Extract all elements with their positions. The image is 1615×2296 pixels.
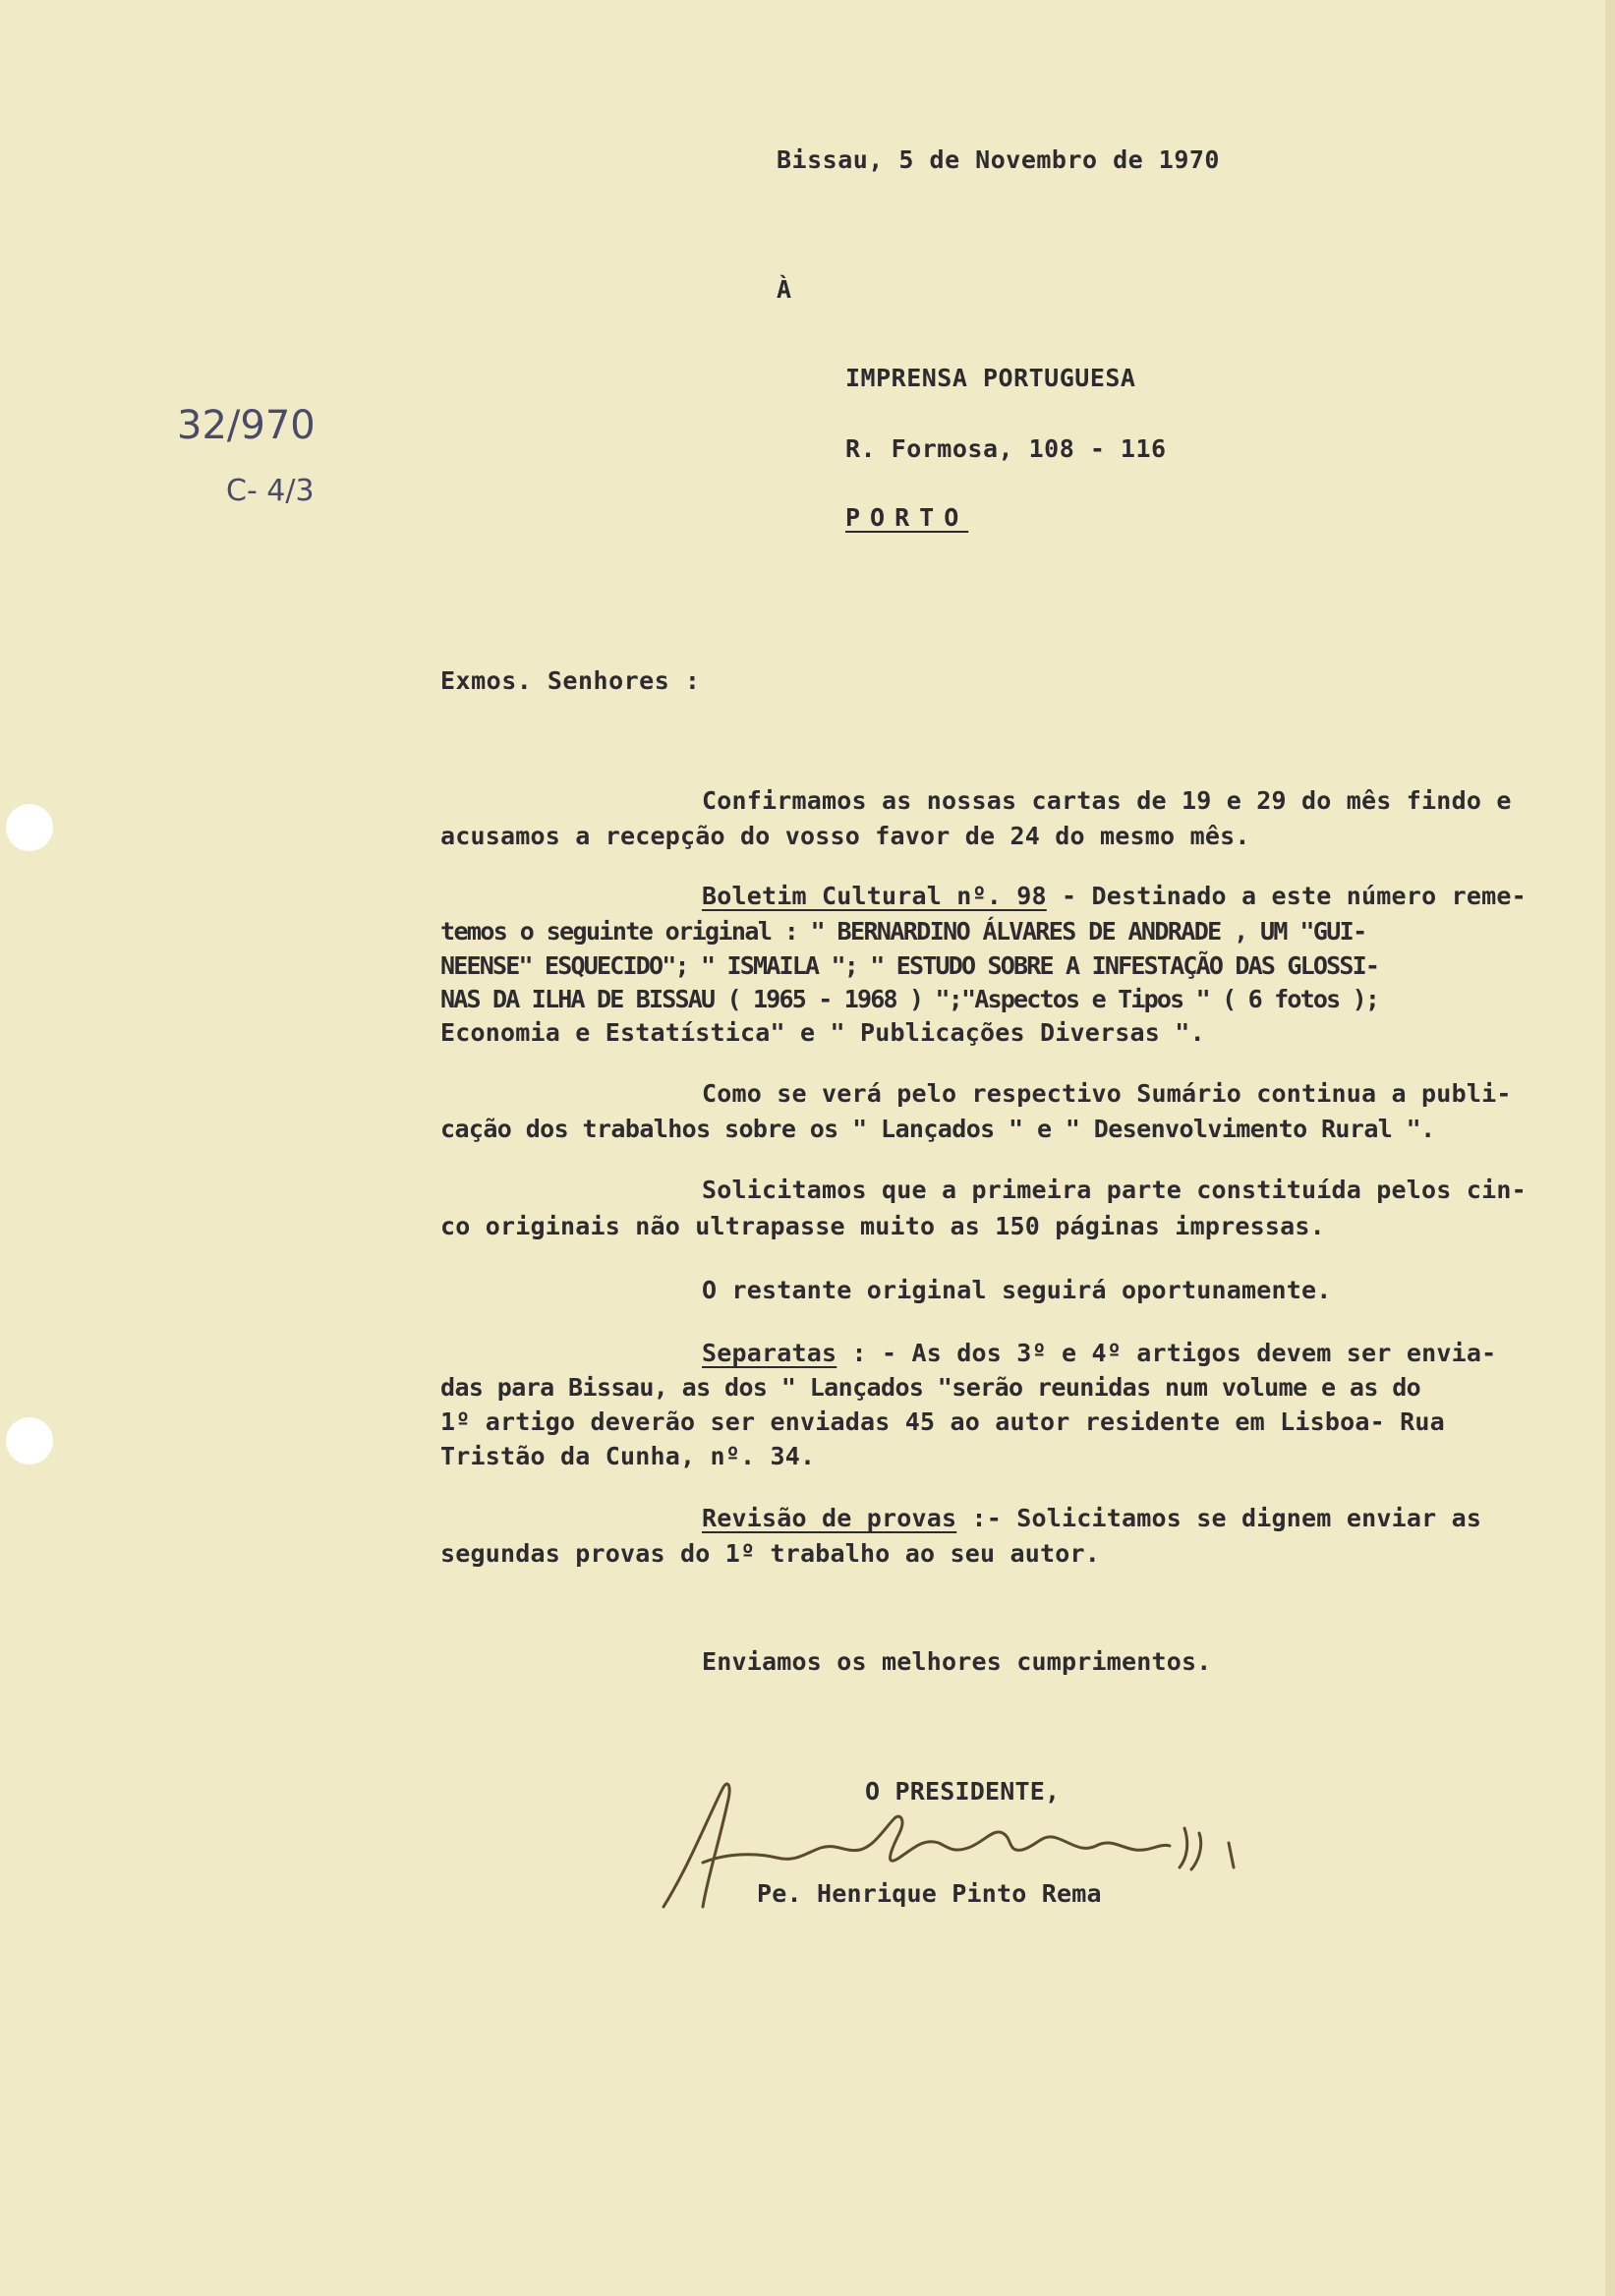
p2-line1 <box>702 882 1527 910</box>
p1-line2: acusamos a recepção do vosso favor de 24 do mesmo mês. <box>440 822 1250 850</box>
p2-line5: Economia e Estatística" e " Publicações Diversas ". <box>440 1018 1205 1047</box>
p2-line2: temos o seguinte original : " BERNARDINO ÁLVARES DE ANDRADE , UM "GUI- <box>440 917 1366 946</box>
greeting: Exmos. Senhores : <box>440 666 701 695</box>
paper-edge <box>1605 0 1615 2296</box>
p6-line3: 1º artigo deverão ser enviadas 45 ao autor residente em Lisboa- Rua <box>440 1407 1445 1436</box>
recipient-name: IMPRENSA PORTUGUESA <box>845 364 1136 392</box>
salutation-a: À <box>777 275 792 304</box>
p6-line1 <box>702 1339 1496 1367</box>
p7-line1-rest: :- Solicitamos se dignem enviar as <box>956 1504 1482 1532</box>
p6-line1-rest: : - As dos 3º e 4º artigos devem ser envia- <box>836 1339 1497 1367</box>
recipient-street: R. Formosa, 108 - 116 <box>845 434 1167 463</box>
p2-line1-rest: - Destinado a este número reme- <box>1046 882 1527 910</box>
recipient-city: PORTO <box>845 503 969 532</box>
p2-line4: NAS DA ILHA DE BISSAU ( 1965 - 1968 ) ";"Aspectos e Tipos " ( 6 fotos ); <box>440 985 1379 1013</box>
p3-line1: Como se verá pelo respectivo Sumário continua a publi- <box>702 1079 1512 1108</box>
p4-line1: Solicitamos que a primeira parte constituída pelos cin- <box>702 1176 1527 1204</box>
signature-title: O PRESIDENTE, <box>865 1777 1061 1806</box>
p7-line1 <box>702 1504 1481 1532</box>
p2-line3: NEENSE" ESQUECIDO"; " ISMAILA "; " ESTUDO SOBRE A INFESTAÇÃO DAS GLOSSI- <box>440 951 1379 980</box>
punch-hole-lower <box>6 1417 53 1464</box>
p7-line2: segundas provas do 1º trabalho ao seu autor. <box>440 1539 1101 1568</box>
p3-line2: cação dos trabalhos sobre os " Lançados " e " Desenvolvimento Rural ". <box>440 1115 1435 1143</box>
p6-heading: Separatas <box>702 1339 837 1367</box>
reference-code: C- 4/3 <box>226 474 315 508</box>
p2-heading: Boletim Cultural nº. 98 <box>702 882 1047 910</box>
p4-line2: co originais não ultrapasse muito as 150 páginas impressas. <box>440 1212 1325 1240</box>
p5-line1: O restante original seguirá oportunamente. <box>702 1276 1332 1304</box>
p6-line4: Tristão da Cunha, nº. 34. <box>440 1442 816 1470</box>
punch-hole-upper <box>6 804 53 851</box>
p6-line2: das para Bissau, as dos " Lançados "serão reunidas num volume e as do <box>440 1373 1421 1402</box>
p7-heading: Revisão de provas <box>702 1504 957 1532</box>
signature-name: Pe. Henrique Pinto Rema <box>757 1879 1102 1908</box>
p1-line1: Confirmamos as nossas cartas de 19 e 29 do mês findo e <box>702 786 1512 815</box>
closing: Enviamos os melhores cumprimentos. <box>702 1647 1212 1676</box>
date-line: Bissau, 5 de Novembro de 1970 <box>777 145 1220 174</box>
reference-number: 32/970 <box>177 403 316 448</box>
